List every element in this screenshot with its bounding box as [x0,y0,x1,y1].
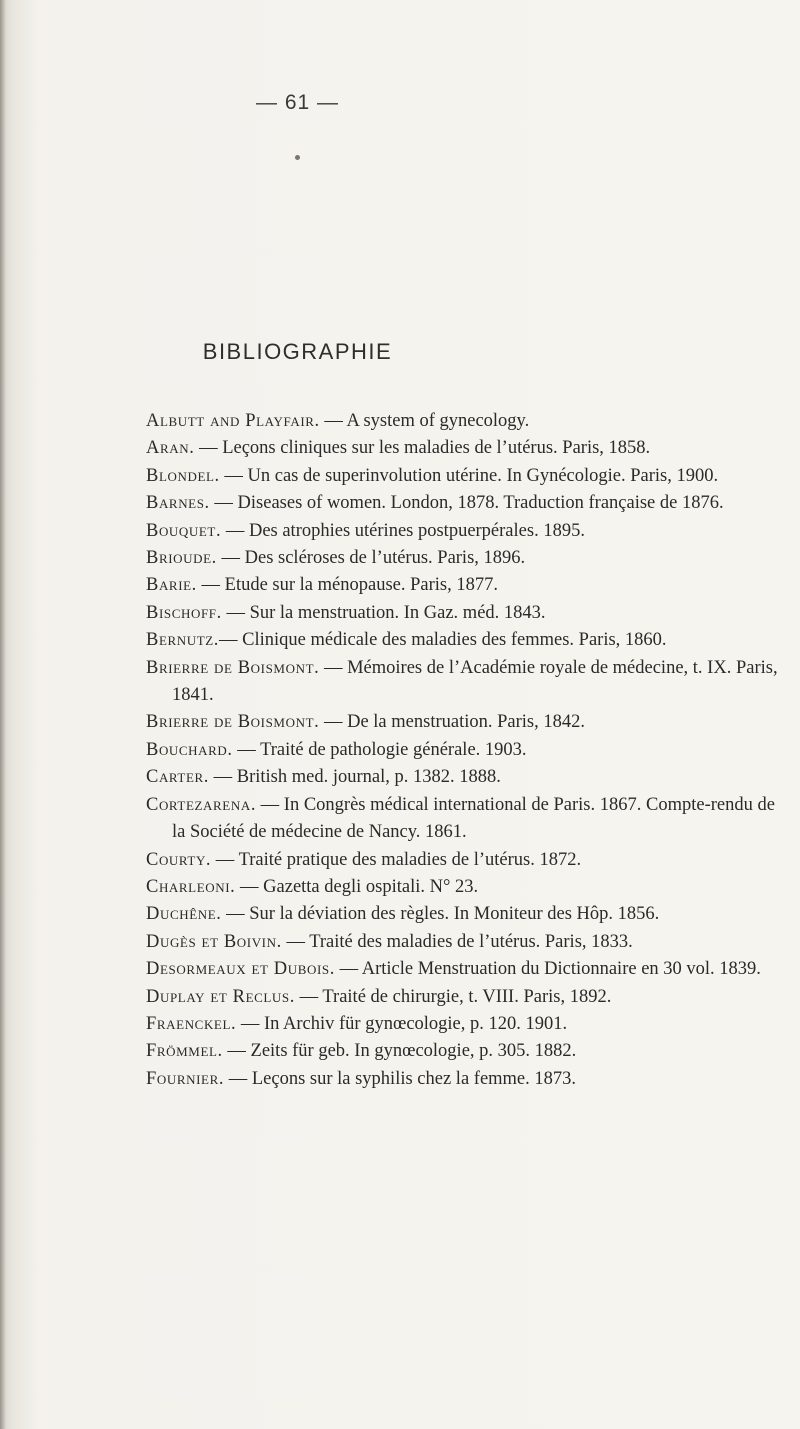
entry-text: — Sur la déviation des règles. In Moniteur des Hôp. 1856. [221,904,660,925]
bibliography-entry [146,545,786,572]
page-title: BIBLIOGRAPHIE [202,339,393,364]
entry-text: — Gazetta degli ospitali. N° 23. [235,876,479,897]
entry-author: Barie. [146,575,197,596]
bibliography-list [146,408,786,1093]
entry-text: — Leçons cliniques sur les maladies de l’utérus. Paris, 1858. [194,438,651,459]
bibliography-entry [146,984,786,1011]
entry-text: — Traité pratique des maladies de l’utérus. 1872. [211,849,582,870]
entry-text: — De la menstruation. Paris, 1842. [319,712,585,733]
entry-author: Charleoni. [146,876,236,897]
entry-author: Frömmel. [146,1041,223,1062]
entry-author: Brierre de Boismont. [146,657,320,678]
bibliography-entry [146,847,786,874]
entry-text: — Traité de chirurgie, t. VIII. Paris, 1892. [294,986,612,1007]
entry-author: Duplay et Reclus. [146,986,295,1007]
bibliography-entry [146,956,786,983]
bibliography-entry [146,874,786,901]
page-gutter-shadow [0,0,6,1429]
entry-author: Albutt and Playfair. [146,411,320,431]
ink-speck [295,155,300,160]
bibliography-entry [146,600,786,627]
entry-author: Brierre de Boismont. [146,712,320,733]
entry-author: Bernutz. [146,630,220,651]
entry-text: — Des scléroses de l’utérus. Paris, 1896. [216,548,526,569]
entry-author: Bouquet. [146,520,222,541]
entry-author: Fournier. [146,1068,225,1089]
bibliography-entry [146,463,786,490]
bibliography-entry [146,737,786,764]
entry-author: Courty. [146,849,212,870]
bibliography-entry [146,1011,786,1038]
entry-author: Blondel. [146,465,220,486]
entry-author: Barnes. [146,493,210,514]
entry-text: — Sur la menstruation. In Gaz. méd. 1843. [221,602,546,623]
bibliography-entry [146,1066,786,1093]
entry-text: — A system of gynecology. [319,411,530,431]
bibliography-entry [146,764,786,791]
entry-author: Bischoff. [146,602,222,623]
entry-text: — Diseases of women. London, 1878. Traduction française de 1876. [209,493,724,514]
bibliography-entry [146,490,786,517]
entry-author: Carter. [146,767,209,788]
bibliography-entry [146,408,786,435]
bibliography-entry [146,655,786,710]
entry-text: — Des atrophies utérines postpuerpérales. 1895. [221,520,585,541]
entry-text: — Clinique médicale des maladies des femmes. Paris, 1860. [219,630,667,651]
bibliography-entry [146,901,786,928]
entry-author: Desormeaux et Dubois. [146,959,335,980]
bibliography-entry [146,1038,786,1065]
bibliography-entry [146,627,786,654]
entry-text: — British med. journal, p. 1382. 1888. [209,767,501,788]
entry-author: Fraenckel. [146,1013,237,1034]
page-number: — 61 — [255,91,340,114]
entry-text: — Zeits für geb. In gynœcologie, p. 305. 1882. [222,1041,577,1062]
entry-text: — Mémoires de l’Académie royale de médecine, t. IX. Paris, 1841. [172,657,778,706]
entry-text: — Article Menstruation du Dictionnaire en 30 vol. 1839. [334,959,761,980]
bibliography-entry [146,792,786,847]
bibliography-entry [146,518,786,545]
entry-text: — Un cas de superinvolution utérine. In Gynécologie. Paris, 1900. [219,465,719,486]
entry-author: Cortezarena. [146,794,257,815]
bibliography-entry [146,929,786,956]
entry-author: Duchêne. [146,904,222,925]
entry-text: — Leçons sur la syphilis chez la femme. 1873. [224,1068,577,1089]
bibliography-entry [146,709,786,736]
entry-text: — In Archiv für gynœcologie, p. 120. 1901. [236,1013,568,1034]
entry-author: Aran. [146,438,195,459]
entry-text: — Traité de pathologie générale. 1903. [232,739,527,760]
bibliography-entry [146,572,786,599]
entry-author: Dugès et Boivin. [146,931,282,952]
entry-author: Bouchard. [146,739,233,760]
entry-text: — Traité des maladies de l’utérus. Paris, 1833. [281,931,633,952]
bibliography-entry [146,435,786,462]
entry-text: — In Congrès médical international de Paris. 1867. Compte-rendu de la Société de médecine de Nancy. 1861. [172,794,775,843]
entry-text: — Etude sur la ménopause. Paris, 1877. [196,575,498,596]
entry-author: Brioude. [146,548,217,569]
